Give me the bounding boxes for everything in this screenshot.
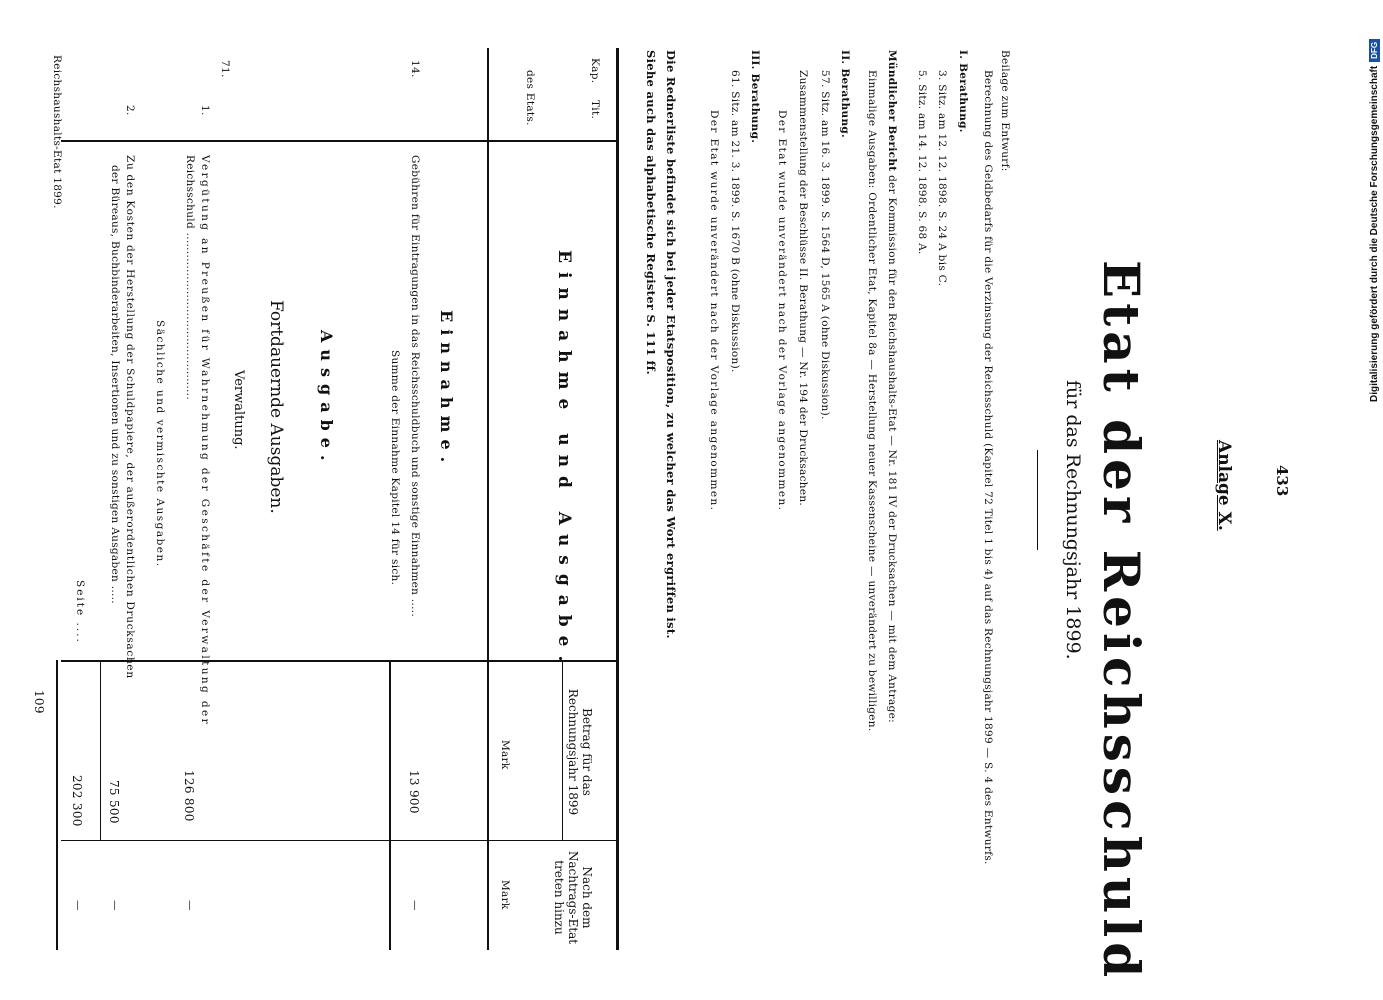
note-line-2: Siehe auch das alphabetische Register S. 111 ff. [644,50,658,375]
ausgabe-heading: Ausgabe. [317,330,336,468]
digitization-text: Digitalisierung gefördert durch die Deutsche Forschungsgemeinschaft [1368,65,1380,402]
dfg-logo: DFG [1369,39,1380,62]
beratung3-head: III. Berathung. [749,50,761,144]
col-betrag-header: Betrag für das Rechnungsjahr 1899 [566,688,594,816]
sum-rule-1 [389,660,391,840]
sum-rule-nach [389,840,391,950]
summe-einnahme: Summe der Einnahme Kapitel 14 für sich. [389,350,401,586]
row2-tit: 2. [124,105,136,116]
row2-nach: — [109,900,121,911]
beratung3-line-1: 61. Sitz. am 21. 3. 1899. S. 1670 B (ohne Diskussion). [729,70,741,373]
beratung1-line-1: 3. Sitz. am 12. 12. 1898. S. 24 A bis C. [936,70,948,287]
row14-kap: 14. [409,60,421,78]
col-tit-header: Tit. [589,100,601,120]
beilage-line: Berechnung des Geldbedarfs für die Verzinsung der Reichsschuld (Kapitel 72 Titel 1 bis 4) auf das Rechnungsjahr 1899 — S. 4 des Entwurfs. [982,70,994,865]
verwaltung-heading: Verwaltung. [231,370,246,450]
table-top-rule [616,48,619,950]
document-subtitle: für das Rechnungsjahr 1899. [1062,380,1084,660]
title-rule [1037,450,1038,550]
page-number: 433 [1273,465,1291,497]
row1-nach: — [184,900,196,911]
row1-text-a: Vergütung an Preußen für Wahrnehmung der Geschäfte der Verwaltung der [199,155,211,727]
beratung2-line-2: Zusammenstellung der Beschlüsse II. Berathung — Nr. 194 der Drucksachen. [797,70,809,507]
digitization-note [1366,12,1382,402]
beratung2-line-1: 57. Sitz. am 16. 3. 1899. S. 1564 D, 1565 A (ohne Diskussion). [819,70,831,420]
betrag-subrule [562,660,563,840]
footer-left: Reichshaushalts-Etat 1899. [51,55,63,209]
col-des-header: des Etats. [524,70,536,126]
seite-value: 202 300 [70,775,84,827]
nach-unit: Mark [499,880,511,910]
sum-rule-2 [100,660,101,840]
col-main-header: Einnahme und Ausgabe. [554,250,574,671]
row14-text: Gebühren für Eintragungen in das Reichsschuldbuch und sonstige Einnahmen ..... [409,155,421,617]
saechliche-heading: Sächliche und vermischte Ausgaben. [154,320,166,568]
row71-kap: 71. [219,60,231,78]
row14-nach: — [409,900,421,911]
einnahme-heading: Einnahme. [437,310,456,470]
beratung1-line-2: 5. Sitz. am 14. 12. 1898. S. 68 A. [916,70,928,255]
annex-label: Anlage X. [1214,440,1234,531]
row1-text-b: Reichsschuld .............................................. [184,155,196,400]
beratung1-head: I. Berathung. [957,50,969,133]
beratung2-line-3: Der Etat wurde unverändert nach der Vorlage angenommen. [776,110,788,512]
table-bottom-rule [56,660,58,950]
col-rule-tit [61,140,619,142]
bericht [886,50,898,723]
bericht-text: der Kommission für den Reichshaushalts-Etat — Nr. 181 IV der Drucksachen — mit dem Antrage: [886,175,898,723]
document-title: Etat der Reichsschuld [1092,260,1151,983]
col-nach-header: Nach dem Nachtrags-Etat treten hinzu [552,850,594,945]
seite-nach: — [72,900,84,911]
row14-value: 13 900 [407,770,421,814]
beratung2-head: II. Berathung. [839,50,851,138]
col-rule-betrag [61,840,619,841]
row2-text-b: der Büreaus, Buchbinderarbeiten, Insertionen und zu sonstigen Ausgaben ..... [109,165,121,604]
bericht-line-2: Einmalige Ausgaben: Ordentlicher Etat, Kapitel 8a — Herstellung neuer Kassenscheine — unverändert zu bewilligen. [866,70,878,732]
beratung3-line-2: Der Etat wurde unverändert nach der Vorlage angenommen. [708,110,720,512]
note-line-1: Die Rednerliste befindet sich bei jeder Etatsposition, zu welcher das Wort ergriffen ist. [664,50,678,639]
beilage-intro: Beilage zum Entwurf: [999,50,1011,172]
col-kap-header: Kap. [589,58,601,84]
bericht-head: Mündlicher Bericht [886,50,898,172]
row2-text-a: Zu den Kosten der Herstellung der Schuldpapiere, der außerordentlichen Drucksachen [124,155,136,679]
row1-value: 126 800 [182,770,196,822]
col-rule-main [61,660,619,662]
table-header-rule [487,48,489,950]
row2-value: 75 500 [107,780,121,824]
fortdauernde-heading: Fortdauernde Ausgaben. [266,300,286,514]
seite-label: Seite .... [74,580,86,644]
footer-page-number: 109 [32,690,46,714]
betrag-unit: Mark [499,740,511,770]
row1-tit: 1. [199,105,211,116]
